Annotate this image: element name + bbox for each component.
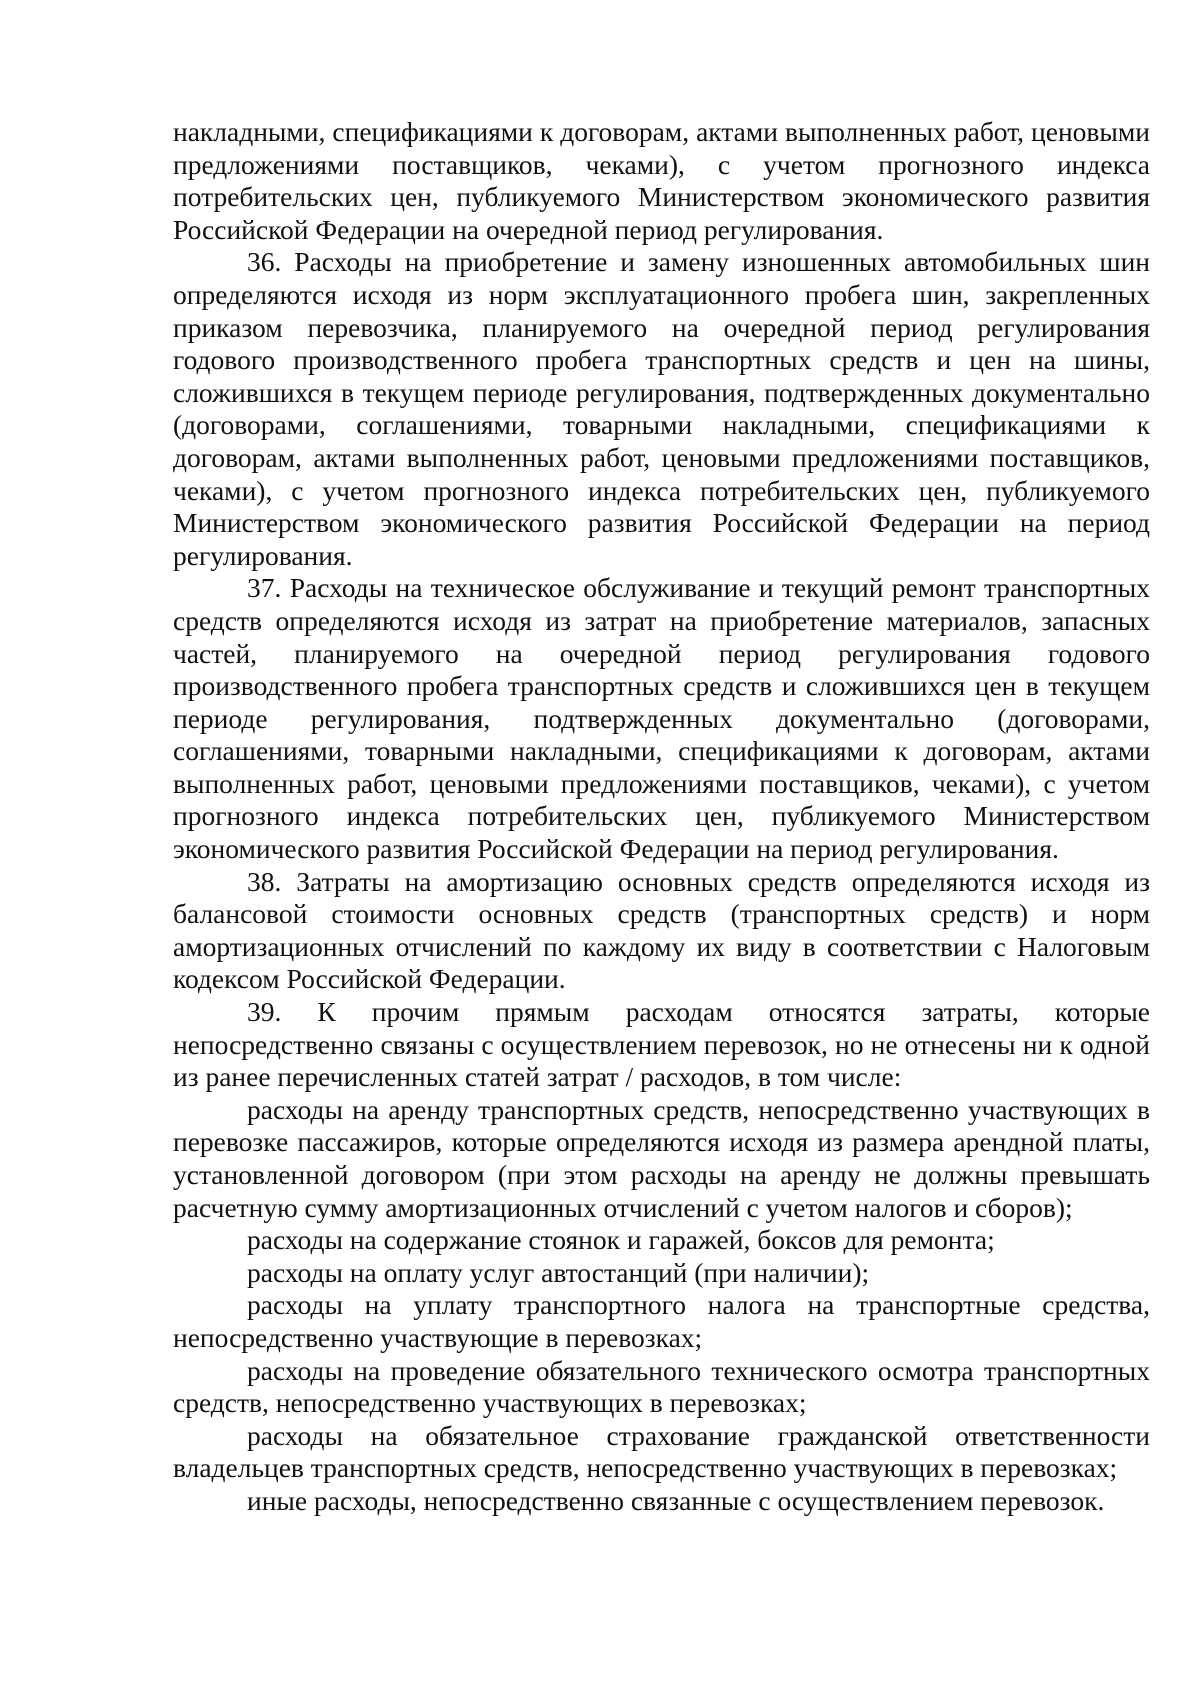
list-item-rent: расходы на аренду транспортных средств, непосредственно участвующих в перевозке пассажиров, которые определяются исходя из размера арендной платы, установленной договором (при этом расходы на аренду не должны превышать расчетную сумму амортизационных отчислений с учетом налогов и сборов);: [173, 1093, 1150, 1223]
document-page: [173, 116, 1150, 1518]
paragraph-37: 37. Расходы на техническое обслуживание и текущий ремонт транспортных средств определяются исходя из затрат на приобретение материалов, запасных частей, планируемого на очередной период регулирования годового производственного пробега транспортных средств и сложившихся цен в текущем периоде регулирования, подтвержденных документально (договорами, соглашениями, товарными накладными, спецификациями к договорам, актами выполненных работ, ценовыми предложениями поставщиков, чеками), с учетом прогнозного индекса потребительских цен, публикуемого Министерством экономического развития Российской Федерации на период регулирования.: [173, 572, 1150, 865]
paragraph-38: 38. Затраты на амортизацию основных средств определяются исходя из балансовой стоимости основных средств (транспортных средств) и норм амортизационных отчислений по каждому их виду в соответствии с Налоговым кодексом Российской Федерации.: [173, 865, 1150, 995]
paragraph-continuation: накладными, спецификациями к договорам, актами выполненных работ, ценовыми предложениями поставщиков, чеками), с учетом прогнозного индекса потребительских цен, публикуемого Министерством экономического развития Российской Федерации на очередной период регулирования.: [173, 116, 1150, 245]
list-item-transport-tax: расходы на уплату транспортного налога на транспортные средства, непосредственно участвующие в перевозках;: [173, 1289, 1150, 1353]
list-item-parking: расходы на содержание стоянок и гаражей, боксов для ремонта;: [247, 1224, 995, 1256]
list-item-other: иные расходы, непосредственно связанные с осуществлением перевозок.: [247, 1484, 1105, 1516]
list-item-insurance: расходы на обязательное страхование гражданской ответственности владельцев транспортных средств, непосредственно участвующих в перевозках;: [173, 1419, 1150, 1484]
list-item-technical-inspection: расходы на проведение обязательного технического осмотра транспортных средств, непосредственно участвующих в перевозках;: [173, 1354, 1150, 1419]
list-item-bus-stations: расходы на оплату услуг автостанций (при наличии);: [247, 1256, 870, 1288]
paragraph-39: 39. К прочим прямым расходам относятся затраты, которые непосредственно связаны с осуществлением перевозок, но не отнесены ни к одной из ранее перечисленных статей затрат / расходов, в том числе:: [173, 996, 1150, 1093]
paragraph-36: 36. Расходы на приобретение и замену изношенных автомобильных шин определяются исходя из норм эксплуатационного пробега шин, закрепленных приказом перевозчика, планируемого на очередной период регулирования годового производственного пробега транспортных средств и цен на шины, сложившихся в текущем периоде регулирования, подтвержденных документально (договорами, соглашениями, товарными накладными, спецификациями к договорам, актами выполненных работ, ценовыми предложениями поставщиков, чеками), с учетом прогнозного индекса потребительских цен, публикуемого Министерством экономического развития Российской Федерации на период регулирования.: [173, 246, 1150, 571]
